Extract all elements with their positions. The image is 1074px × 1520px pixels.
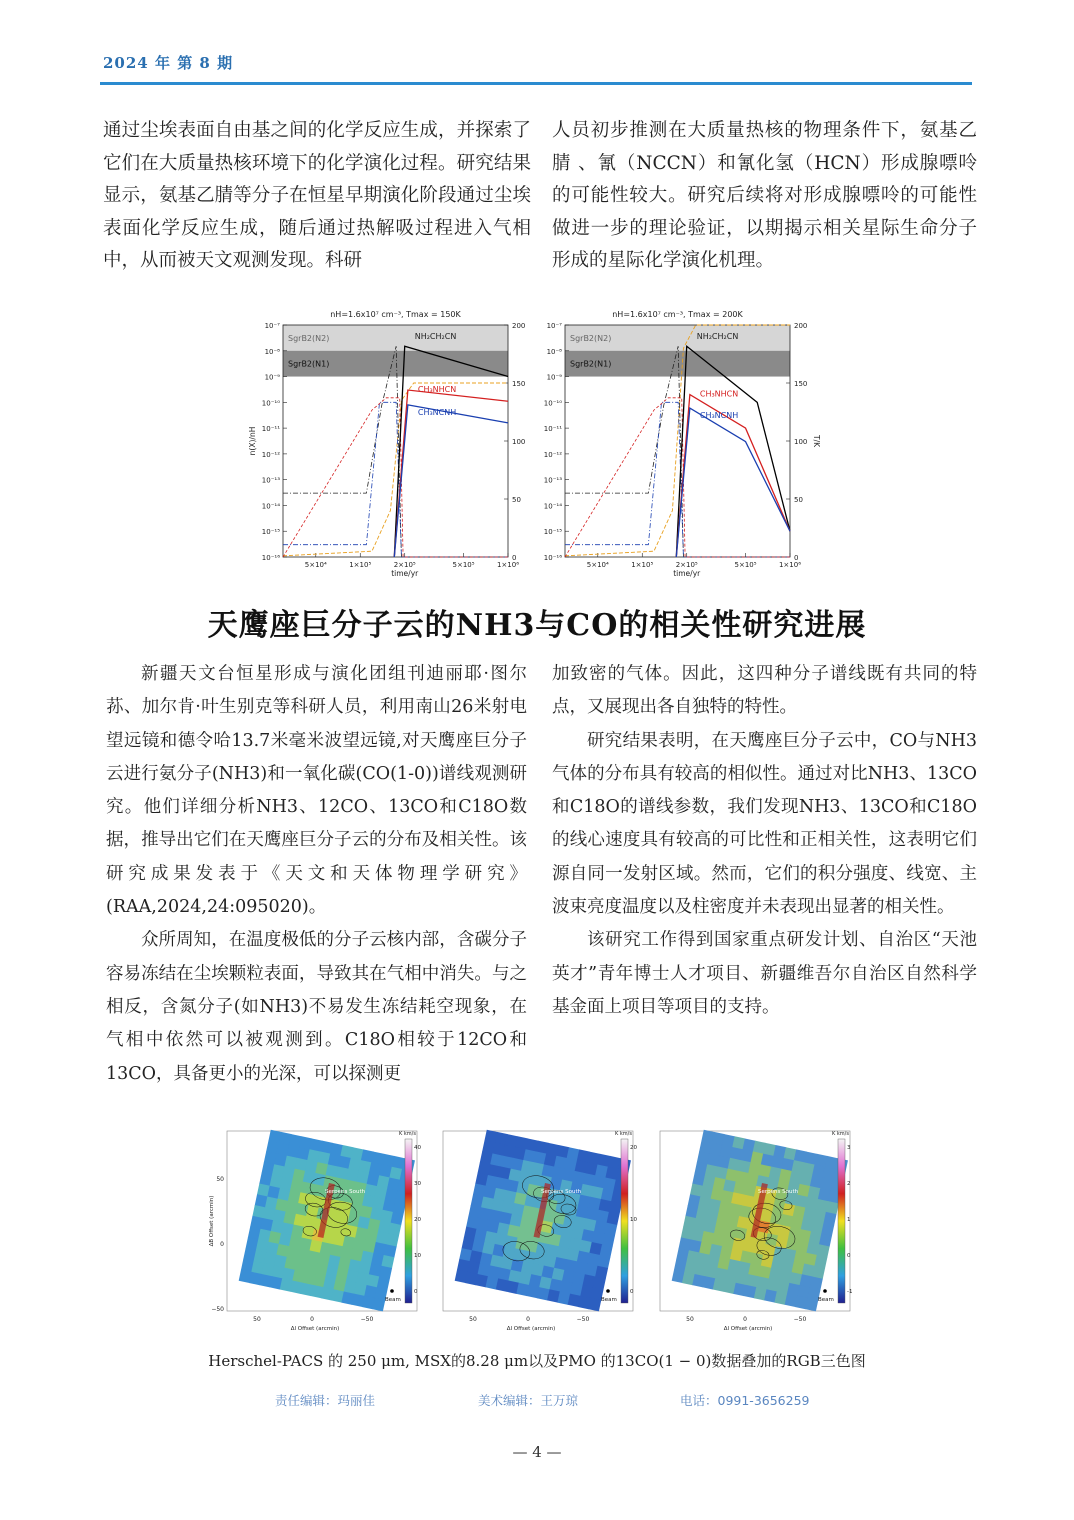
series-label: CH₃NHCN [699, 389, 739, 399]
y2-tick-label: 100 [512, 438, 526, 446]
y-tick-label: 10⁻⁷ [264, 322, 280, 330]
y-tick-label: 10⁻¹⁶ [543, 554, 562, 562]
y-tick-label: 10⁻¹⁶ [261, 554, 280, 562]
article2-right-paragraph-3: 该研究工作得到国家重点研发计划、自治区“天池英才”青年博士人才项目、新疆维吾尔自治区自然科学基金面上项目等项目的支持。 [552, 930, 977, 1017]
beam-label: Beam [818, 1297, 834, 1303]
colorbar [621, 1139, 628, 1303]
y2-tick-label: 100 [794, 438, 808, 446]
colorbar-tick: 30 [414, 1181, 421, 1187]
map-x-label: Δl Offset (arcmin) [506, 1326, 556, 1332]
colorbar-tick: 1 [847, 1217, 851, 1223]
y-tick-label: 10⁻⁹ [546, 373, 562, 382]
x-tick-label: 1×10⁵ [349, 561, 372, 569]
region-label: Serpens South [541, 1189, 582, 1195]
y2-tick-label: 150 [512, 380, 526, 388]
band-label: SgrB2(N1) [570, 359, 612, 369]
beam-marker [390, 1289, 394, 1293]
map-y-label: ΔB Offset (arcmin) [209, 1195, 215, 1247]
article2-right-column [552, 658, 977, 1024]
y2-axis-label: T/K [812, 434, 821, 448]
colorbar-unit: K km/s [615, 1131, 632, 1137]
article2-left-paragraph-2: 众所周知，在温度极低的分子云核内部，含碳分子容易冻结在尘埃颗粒表面，导致其在气相中消失。与之相反，含氮分子(如NH3)不易发生冻结耗空现象，在气相中依然可以被观测到。C18O相较于12CO和13CO，具备更小的光深，可以探测更 [106, 930, 527, 1084]
map-x-tick: 0 [310, 1316, 314, 1323]
x-axis-label: time/yr [391, 569, 419, 578]
series-label: CH₃NCNH [417, 407, 457, 417]
y-tick-label: 10⁻¹⁵ [543, 528, 562, 537]
series-line [394, 405, 508, 557]
map-image [455, 1130, 631, 1312]
map-x-tick: −50 [360, 1316, 374, 1323]
series-line [676, 346, 790, 557]
article1-right-column [552, 115, 977, 278]
y-tick-label: 10⁻¹³ [261, 476, 280, 485]
article1-right-text: 人员初步推测在大质量热核的物理条件下，氨基乙腈 、氰（NCCN）和氰化氢（HCN）形成腺嘌呤的可能性较大。研究后续将对形成腺嘌呤的可能性做进一步的理论验证，以期揭示相关星际生命分子形成的星际化学演化机理。 [552, 120, 977, 271]
x-tick-label: 1×10⁵ [631, 561, 654, 569]
series-label: CH₃NCNH [699, 411, 739, 421]
article2-left-column [106, 658, 527, 1091]
colorbar-tick: 0 [847, 1253, 851, 1259]
footer-editor: 责任编辑：玛丽佳 [275, 1393, 376, 1408]
colorbar-unit: K km/s [399, 1131, 416, 1137]
y-tick-label: 10⁻⁸ [264, 347, 280, 356]
map-image [239, 1130, 415, 1312]
map-x-label: Δl Offset (arcmin) [290, 1326, 340, 1332]
series-label: NH₂CH₂CN [696, 332, 739, 342]
y-tick-label: 10⁻⁸ [546, 347, 562, 356]
issue-header: 2024 年 第 8 期 [103, 54, 234, 72]
colorbar [838, 1139, 845, 1303]
map-x-tick: 0 [526, 1316, 530, 1323]
map-x-tick: 0 [743, 1316, 747, 1323]
map-x-label: Δl Offset (arcmin) [723, 1326, 773, 1332]
map-y-tick: 50 [216, 1176, 224, 1183]
x-tick-label: 1×10⁶ [496, 561, 520, 569]
map-y-tick: 0 [220, 1241, 224, 1248]
y2-tick-label: 200 [794, 322, 808, 330]
footer-phone: 电话：0991-3656259 [680, 1393, 810, 1408]
x-tick-label: 5×10⁴ [304, 561, 327, 569]
chart-title: nH=1.6x10⁷ cm⁻³, Tmax = 150K [330, 310, 461, 319]
y-tick-label: 10⁻¹⁴ [543, 502, 562, 511]
map-y-tick: −50 [211, 1306, 224, 1313]
colorbar-tick: 3 [847, 1145, 851, 1151]
y-tick-label: 10⁻¹³ [543, 476, 562, 485]
footer-art-editor: 美术编辑：王万琼 [478, 1393, 579, 1408]
header-rule [100, 82, 972, 85]
x-tick-label: 5×10⁵ [452, 561, 475, 569]
article1-left-text: 通过尘埃表面自由基之间的化学反应生成，并探索了它们在大质量热核环境下的化学演化过程。研究结果显示，氨基乙腈等分子在恒星早期演化阶段通过尘埃表面化学反应生成，随后通过热解吸过程进入气相中，从而被天文观测发现。科研 [103, 120, 531, 271]
band-label: SgrB2(N2) [288, 333, 330, 343]
map-x-tick: 50 [686, 1316, 694, 1323]
map-x-tick: −50 [576, 1316, 590, 1323]
y-tick-label: 10⁻¹¹ [261, 425, 280, 434]
x-tick-label: 2×10⁵ [393, 561, 416, 569]
x-tick-label: 2×10⁵ [675, 561, 698, 569]
beam-marker [823, 1289, 827, 1293]
colorbar-tick: 10 [630, 1217, 637, 1223]
chart-title: nH=1.6x10⁷ cm⁻³, Tmax = 200K [612, 310, 743, 319]
y-tick-label: 10⁻⁷ [546, 322, 562, 330]
integrated-intensity-maps [205, 1125, 870, 1340]
figure-caption: Herschel-PACS 的 250 μm, MSX的8.28 μm以及PMO 的13CO(1 − 0)数据叠加的RGB三色图 [208, 1352, 866, 1370]
y-tick-label: 10⁻¹⁵ [261, 528, 280, 537]
x-axis-label: time/yr [673, 569, 701, 578]
beam-label: Beam [385, 1297, 401, 1303]
map-cell [588, 1298, 601, 1311]
map-cell [805, 1298, 818, 1311]
colorbar-tick: 0 [630, 1289, 634, 1295]
article2-right-paragraph-1: 加致密的气体。因此，这四种分子谱线既有共同的特点，又展现出各自独特的特性。 [552, 664, 977, 718]
colorbar-tick: 10 [414, 1253, 421, 1259]
colorbar-unit: K km/s [832, 1131, 849, 1137]
y-tick-label: 10⁻¹⁰ [543, 399, 562, 408]
page-number: — 4 — [512, 1443, 562, 1461]
series-line [676, 408, 790, 557]
map-cell [372, 1298, 385, 1311]
x-tick-label: 1×10⁶ [778, 561, 802, 569]
y-tick-label: 10⁻⁹ [264, 373, 280, 382]
y2-tick-label: 50 [512, 496, 521, 504]
y2-tick-label: 50 [794, 496, 803, 504]
article2-left-paragraph-1: 新疆天文台恒星形成与演化团组刊迪丽耶·图尔荪、加尔肯·叶生别克等科研人员，利用南山26米射电望远镜和德令哈13.7米毫米波望远镜,对天鹰座巨分子云进行氨分子(NH3)和一氧化碳(CO(1-0))谱线观测研究。他们详细分析NH3、12CO、13CO和C18O数据，推导出它们在天鹰座巨分子云的分布及相关性。该研究成果发表于《天文和天体物理学研究》(RAA,2024,24:095020)。 [106, 664, 527, 918]
abundance-charts [245, 300, 820, 582]
colorbar-tick: -1 [847, 1289, 853, 1295]
region-label: Serpens South [758, 1189, 799, 1195]
beam-marker [606, 1289, 610, 1293]
colorbar-tick: 20 [630, 1145, 637, 1151]
series-label: NH₂CH₂CN [414, 332, 457, 342]
x-tick-label: 5×10⁴ [586, 561, 609, 569]
series-line [394, 346, 508, 557]
colorbar-tick: 40 [414, 1145, 421, 1151]
y-axis-label: n(X)/nH [248, 426, 257, 456]
colorbar [405, 1139, 412, 1303]
x-tick-label: 5×10⁵ [734, 561, 757, 569]
map-x-tick: −50 [793, 1316, 807, 1323]
y2-tick-label: 0 [512, 554, 517, 562]
article2-right-paragraph-2: 研究结果表明，在天鹰座巨分子云中，CO与NH3气体的分布具有较高的相似性。通过对比NH3、13CO和C18O的谱线参数，我们发现NH3、13CO和C18O的线心速度具有较高的可比性和正相关性，这表明它们源自同一发射区域。然而，它们的积分强度、线宽、主波束亮度温度以及柱密度并未表现出显著的相关性。 [552, 730, 977, 918]
colorbar-tick: 20 [414, 1217, 421, 1223]
y2-tick-label: 200 [512, 322, 526, 330]
map-x-tick: 50 [253, 1316, 261, 1323]
article2-title: 天鹰座巨分子云的NH3与CO的相关性研究进展 [207, 608, 867, 643]
series-label: CH₃NHCN [417, 385, 457, 395]
map-image [672, 1130, 848, 1312]
beam-label: Beam [601, 1297, 617, 1303]
region-label: Serpens South [325, 1189, 366, 1195]
y-tick-label: 10⁻¹¹ [543, 425, 562, 434]
y-tick-label: 10⁻¹⁴ [261, 502, 280, 511]
y2-tick-label: 0 [794, 554, 799, 562]
y-tick-label: 10⁻¹⁰ [261, 399, 280, 408]
map-x-tick: 50 [469, 1316, 477, 1323]
y-tick-label: 10⁻¹² [261, 450, 280, 459]
colorbar-tick: 2 [847, 1181, 851, 1187]
band-label: SgrB2(N2) [570, 333, 612, 343]
y-tick-label: 10⁻¹² [543, 450, 562, 459]
article1-left-column [103, 115, 531, 278]
colorbar-tick: 0 [414, 1289, 418, 1295]
y2-tick-label: 150 [794, 380, 808, 388]
band-label: SgrB2(N1) [288, 359, 330, 369]
